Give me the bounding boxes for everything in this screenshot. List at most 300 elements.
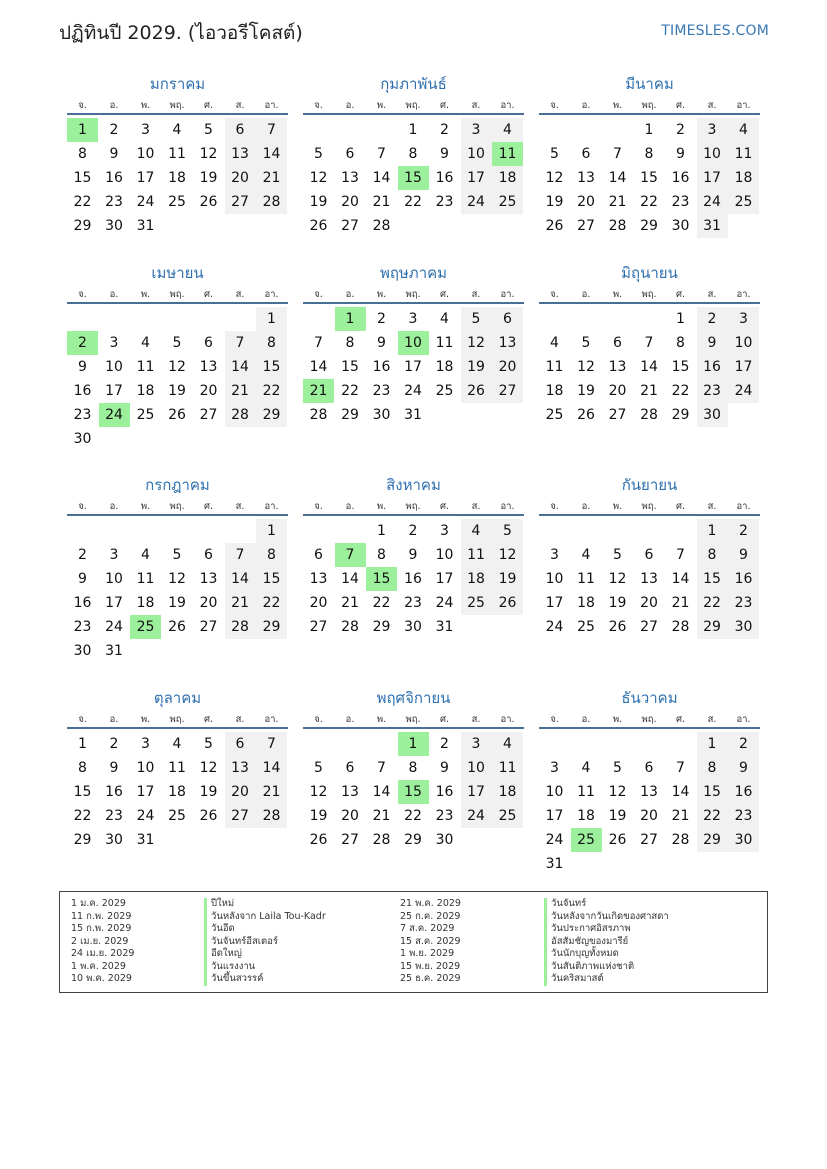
holiday-day-cell: 25 [130, 615, 161, 639]
weekday-label: จ. [78, 714, 87, 725]
day-cell: 17 [105, 383, 123, 399]
day-cell: 12 [199, 760, 218, 776]
day-cell: 9 [728, 756, 759, 780]
day-cell: 11 [435, 335, 454, 351]
day-cell: 23 [372, 383, 391, 399]
holiday-name: วันหลังจากวันเกิดของศาสดา [544, 911, 669, 924]
day-cell: 20 [492, 355, 523, 379]
day-cell: 25 [168, 194, 186, 210]
month-block [303, 473, 524, 673]
day-cell: 7 [256, 118, 287, 142]
month-name: ตุลาคม [153, 689, 202, 707]
day-cell: 1 [256, 307, 287, 331]
day-cell: 10 [697, 142, 728, 166]
day-cell: 6 [581, 146, 591, 162]
holiday-day-cell: 11 [492, 142, 523, 166]
day-cell: 8 [78, 146, 87, 162]
day-cell: 29 [341, 407, 359, 423]
day-cell: 27 [225, 804, 256, 828]
weekday-header [303, 98, 524, 112]
day-cell: 13 [199, 359, 218, 375]
day-cell: 11 [461, 543, 492, 567]
day-cell: 30 [105, 832, 123, 848]
day-cell: 14 [372, 784, 391, 800]
weekday-header [67, 712, 288, 726]
month-divider [67, 727, 288, 729]
holiday-date: 15 ส.ค. 2029 [400, 935, 461, 947]
day-cell: 21 [372, 808, 391, 824]
day-cell: 6 [345, 146, 355, 162]
weekday-label: พ. [376, 714, 387, 725]
day-cell: 24 [728, 379, 759, 403]
day-cell: 26 [492, 591, 523, 615]
day-cell: 30 [73, 431, 92, 447]
month-block [539, 686, 760, 886]
holiday-name: วันจันทร์อีสเตอร์ [204, 936, 326, 949]
day-cell: 28 [256, 804, 287, 828]
holiday-day-cell: 15 [366, 567, 397, 591]
weekday-header [67, 287, 288, 301]
day-cell: 28 [640, 407, 658, 423]
weekday-label: พฤ. [641, 501, 657, 512]
month-divider [67, 113, 288, 115]
day-cell: 5 [314, 146, 323, 162]
day-cell: 14 [225, 355, 256, 379]
day-cell: 7 [613, 146, 622, 162]
day-cell: 3 [141, 122, 150, 138]
holiday-name: อัสสัมชัญของมารีย์ [544, 936, 669, 949]
day-cell: 12 [577, 359, 595, 375]
day-cell: 13 [640, 784, 658, 800]
day-cell: 3 [697, 118, 728, 142]
day-cell: 13 [309, 571, 328, 587]
day-cell: 10 [105, 359, 123, 375]
day-cell: 25 [492, 190, 523, 214]
day-cell: 10 [728, 331, 759, 355]
day-cell: 17 [461, 780, 492, 804]
month-divider [303, 727, 524, 729]
day-cell: 6 [314, 547, 323, 563]
day-cell: 20 [199, 595, 218, 611]
page-title: ปฏิทินปี 2029. (ไอวอรีโคสต์) [59, 22, 303, 44]
day-cell: 27 [640, 832, 658, 848]
day-cell: 26 [608, 619, 627, 635]
day-cell: 9 [109, 146, 119, 162]
day-cell: 6 [644, 547, 654, 563]
day-cell: 24 [136, 194, 155, 210]
day-cell: 8 [345, 335, 355, 351]
month-block [303, 261, 524, 461]
weekday-label: อ. [581, 714, 591, 725]
month-name: มิถุนายน [621, 264, 678, 282]
day-cell: 2 [109, 736, 119, 752]
weekday-label: พ. [376, 100, 387, 111]
weekday-label: จ. [550, 501, 559, 512]
day-cell: 20 [309, 595, 328, 611]
month-divider [303, 302, 524, 304]
day-cell: 18 [435, 359, 454, 375]
day-cell: 13 [608, 359, 627, 375]
weekday-label: จ. [314, 100, 323, 111]
day-cell: 16 [435, 784, 454, 800]
day-cell: 5 [461, 307, 492, 331]
day-cell: 13 [640, 571, 658, 587]
day-cell: 17 [404, 359, 422, 375]
day-cell: 20 [199, 383, 218, 399]
day-cell: 23 [697, 379, 728, 403]
day-cell: 3 [461, 732, 492, 756]
day-cell: 12 [608, 571, 627, 587]
day-cell: 24 [697, 190, 728, 214]
day-cell: 27 [608, 407, 627, 423]
holiday-dates-col-1 [71, 898, 134, 986]
month-name: ธันวาคม [621, 689, 678, 707]
weekday-label: ส. [471, 714, 481, 725]
day-cell: 14 [640, 359, 658, 375]
day-cell: 20 [640, 808, 658, 824]
holiday-date: 25 ธ.ค. 2029 [400, 973, 461, 984]
holiday-name: วันขึ้นสวรรค์ [204, 973, 326, 986]
day-cell: 27 [199, 619, 218, 635]
day-cell: 5 [613, 760, 622, 776]
weekday-label: พฤ. [405, 289, 421, 300]
day-cell: 22 [372, 595, 391, 611]
weekday-label: พ. [612, 501, 623, 512]
weekday-label: จ. [314, 289, 323, 300]
day-cell: 18 [168, 170, 186, 186]
weekday-label: ศ. [203, 100, 214, 111]
day-cell: 18 [728, 166, 759, 190]
weekday-label: อา. [736, 100, 751, 111]
day-cell: 8 [676, 335, 685, 351]
day-cell: 22 [256, 591, 287, 615]
day-cell: 2 [78, 547, 87, 563]
weekday-label: ศ. [675, 100, 686, 111]
day-cell: 22 [404, 194, 422, 210]
month-divider [539, 727, 760, 729]
day-cell: 15 [256, 355, 287, 379]
day-cell: 10 [545, 784, 564, 800]
day-cell: 29 [640, 218, 658, 234]
day-cell: 4 [492, 732, 523, 756]
day-cell: 6 [225, 732, 256, 756]
weekday-label: ส. [471, 100, 481, 111]
weekday-label: ส. [235, 100, 245, 111]
weekday-label: อ. [109, 289, 119, 300]
day-cell: 24 [461, 190, 492, 214]
day-cell: 15 [341, 359, 359, 375]
day-cell: 26 [545, 218, 564, 234]
weekday-label: จ. [78, 289, 87, 300]
month-name: มีนาคม [625, 75, 674, 93]
day-cell: 4 [581, 547, 591, 563]
day-cell: 3 [440, 523, 449, 539]
day-cell: 19 [168, 383, 186, 399]
day-cell: 11 [728, 142, 759, 166]
day-cell: 7 [644, 335, 654, 351]
day-cell: 6 [644, 760, 654, 776]
day-cell: 28 [671, 832, 690, 848]
day-cell: 17 [728, 355, 759, 379]
day-cell: 12 [545, 170, 564, 186]
day-cell: 12 [199, 146, 218, 162]
day-cell: 31 [404, 407, 422, 423]
day-cell: 6 [204, 547, 213, 563]
day-cell: 24 [545, 619, 564, 635]
day-cell: 31 [435, 619, 454, 635]
weekday-label: พ. [612, 289, 623, 300]
holiday-names-col-2 [544, 898, 669, 986]
weekday-label: อ. [109, 501, 119, 512]
weekday-label: อา. [264, 501, 279, 512]
holiday-name: อีดใหญ่ [204, 948, 326, 961]
day-cell: 7 [256, 732, 287, 756]
day-cell: 14 [372, 170, 391, 186]
day-cell: 4 [550, 335, 559, 351]
holiday-day-cell: 15 [398, 166, 429, 190]
weekday-label: ศ. [439, 714, 450, 725]
day-cell: 5 [550, 146, 559, 162]
weekday-label: ศ. [203, 289, 214, 300]
month-name: พฤษภาคม [379, 264, 448, 282]
day-cell: 11 [577, 571, 595, 587]
day-cell: 26 [309, 218, 328, 234]
day-cell: 8 [697, 756, 728, 780]
day-cell: 4 [172, 122, 182, 138]
day-cell: 28 [309, 407, 328, 423]
day-cell: 4 [141, 335, 150, 351]
day-cell: 11 [545, 359, 564, 375]
month-divider [539, 113, 760, 115]
day-cell: 14 [608, 170, 627, 186]
day-cell: 19 [545, 194, 564, 210]
day-cell: 2 [109, 122, 119, 138]
weekday-label: อ. [581, 100, 591, 111]
weekday-header [303, 712, 524, 726]
day-cell: 18 [492, 780, 523, 804]
holiday-name: วันสันติภาพแห่งชาติ [544, 961, 669, 974]
day-cell: 3 [141, 736, 150, 752]
day-cell: 25 [545, 407, 564, 423]
day-cell: 28 [671, 619, 690, 635]
day-cell: 25 [136, 407, 155, 423]
day-cell: 27 [640, 619, 658, 635]
day-cell: 16 [73, 595, 92, 611]
month-block [67, 261, 288, 461]
day-cell: 10 [461, 142, 492, 166]
day-cell: 24 [105, 619, 123, 635]
day-cell: 12 [309, 784, 328, 800]
day-cell: 16 [404, 571, 422, 587]
weekday-label: อา. [264, 714, 279, 725]
day-cell: 22 [404, 808, 422, 824]
weekday-label: ส. [707, 714, 717, 725]
day-cell: 8 [256, 331, 287, 355]
day-cell: 19 [199, 784, 218, 800]
day-cell: 26 [168, 619, 186, 635]
day-cell: 5 [172, 335, 182, 351]
day-cell: 8 [377, 547, 386, 563]
day-cell: 10 [435, 547, 454, 563]
day-cell: 17 [545, 808, 564, 824]
weekday-label: พฤ. [169, 100, 185, 111]
weekday-label: ส. [707, 100, 717, 111]
day-cell: 23 [105, 808, 123, 824]
weekday-label: อ. [345, 501, 355, 512]
day-cell: 1 [697, 732, 728, 756]
day-cell: 7 [225, 543, 256, 567]
day-cell: 11 [168, 146, 186, 162]
day-cell: 21 [372, 194, 391, 210]
day-cell: 28 [341, 619, 359, 635]
day-cell: 31 [136, 218, 155, 234]
weekday-label: ศ. [675, 289, 686, 300]
day-cell: 20 [341, 808, 359, 824]
holiday-name: วันอีด [204, 923, 326, 936]
brand-logo[interactable]: TIMESLES.COM [661, 23, 769, 39]
weekday-label: พฤ. [405, 714, 421, 725]
day-cell: 13 [341, 784, 359, 800]
day-cell: 5 [581, 335, 591, 351]
day-cell: 25 [728, 190, 759, 214]
day-cell: 9 [676, 146, 685, 162]
month-name: กรกฎาคม [145, 476, 210, 494]
day-cell: 23 [728, 591, 759, 615]
month-divider [539, 514, 760, 516]
day-cell: 30 [404, 619, 422, 635]
day-cell: 2 [697, 307, 728, 331]
day-cell: 25 [168, 808, 186, 824]
day-cell: 25 [461, 591, 492, 615]
day-cell: 29 [697, 615, 728, 639]
month-block [303, 72, 524, 272]
day-cell: 30 [105, 218, 123, 234]
month-block [539, 72, 760, 272]
holiday-date: 21 พ.ค. 2029 [400, 898, 461, 909]
day-cell: 28 [372, 218, 391, 234]
day-cell: 19 [577, 383, 595, 399]
day-cell: 5 [172, 547, 182, 563]
day-cell: 3 [550, 760, 559, 776]
day-cell: 9 [728, 543, 759, 567]
day-cell: 3 [728, 307, 759, 331]
day-cell: 7 [676, 547, 685, 563]
day-cell: 11 [168, 760, 186, 776]
day-cell: 2 [440, 736, 449, 752]
day-cell: 29 [73, 218, 92, 234]
day-cell: 3 [550, 547, 559, 563]
day-cell: 20 [640, 595, 658, 611]
month-block [67, 686, 288, 886]
weekday-label: อา. [736, 714, 751, 725]
day-cell: 27 [199, 407, 218, 423]
day-cell: 18 [136, 595, 155, 611]
day-cell: 8 [644, 146, 654, 162]
day-cell: 27 [309, 619, 328, 635]
day-cell: 4 [492, 118, 523, 142]
day-cell: 18 [492, 166, 523, 190]
day-cell: 12 [309, 170, 328, 186]
day-cell: 21 [225, 591, 256, 615]
day-cell: 15 [697, 780, 728, 804]
day-cell: 26 [577, 407, 595, 423]
day-cell: 15 [256, 567, 287, 591]
day-cell: 20 [225, 780, 256, 804]
day-cell: 16 [697, 355, 728, 379]
day-cell: 20 [608, 383, 627, 399]
day-cell: 4 [172, 736, 182, 752]
day-cell: 14 [256, 142, 287, 166]
weekday-label: อ. [581, 501, 591, 512]
day-cell: 28 [225, 403, 256, 427]
holiday-day-cell: 25 [571, 828, 602, 852]
weekday-label: อ. [581, 289, 591, 300]
weekday-label: จ. [314, 714, 323, 725]
day-cell: 9 [440, 146, 449, 162]
day-cell: 15 [697, 567, 728, 591]
day-cell: 26 [608, 832, 627, 848]
day-cell: 31 [545, 856, 564, 872]
day-cell: 22 [697, 804, 728, 828]
holiday-date: 7 ส.ค. 2029 [400, 923, 455, 934]
month-name: กันยายน [621, 476, 678, 494]
day-cell: 1 [78, 736, 87, 752]
day-cell: 7 [377, 760, 386, 776]
holiday-date: 24 เม.ย. 2029 [71, 948, 135, 959]
weekday-header [539, 499, 760, 513]
day-cell: 18 [577, 595, 595, 611]
day-cell: 10 [105, 571, 123, 587]
day-cell: 12 [492, 543, 523, 567]
weekday-label: อา. [500, 714, 515, 725]
day-cell: 15 [73, 784, 92, 800]
weekday-label: พ. [140, 714, 151, 725]
holiday-name: วันหลังจาก Laila Tou-Kadr [204, 911, 326, 924]
day-cell: 23 [435, 808, 454, 824]
day-cell: 8 [78, 760, 87, 776]
day-cell: 25 [435, 383, 454, 399]
weekday-label: ศ. [203, 501, 214, 512]
holiday-day-cell: 21 [303, 379, 334, 403]
holiday-date: 11 ก.พ. 2029 [71, 910, 132, 922]
weekday-label: พฤ. [641, 100, 657, 111]
month-name: สิงหาคม [386, 476, 441, 494]
day-cell: 15 [73, 170, 92, 186]
day-cell: 17 [136, 784, 155, 800]
day-cell: 16 [728, 780, 759, 804]
day-cell: 14 [671, 784, 690, 800]
day-cell: 16 [671, 170, 690, 186]
weekday-label: ส. [471, 501, 481, 512]
day-cell: 16 [73, 383, 92, 399]
day-cell: 6 [345, 760, 355, 776]
day-cell: 24 [545, 832, 564, 848]
day-cell: 28 [225, 615, 256, 639]
day-cell: 17 [435, 571, 454, 587]
day-cell: 20 [341, 194, 359, 210]
weekday-header [67, 499, 288, 513]
day-cell: 24 [435, 595, 454, 611]
month-divider [67, 302, 288, 304]
day-cell: 23 [728, 804, 759, 828]
day-cell: 8 [256, 543, 287, 567]
day-cell: 25 [577, 619, 595, 635]
weekday-label: ส. [707, 501, 717, 512]
holiday-name: วันประกาศอิสรภาพ [544, 923, 669, 936]
weekday-label: อา. [736, 289, 751, 300]
month-block [67, 72, 288, 272]
day-cell: 16 [105, 784, 123, 800]
